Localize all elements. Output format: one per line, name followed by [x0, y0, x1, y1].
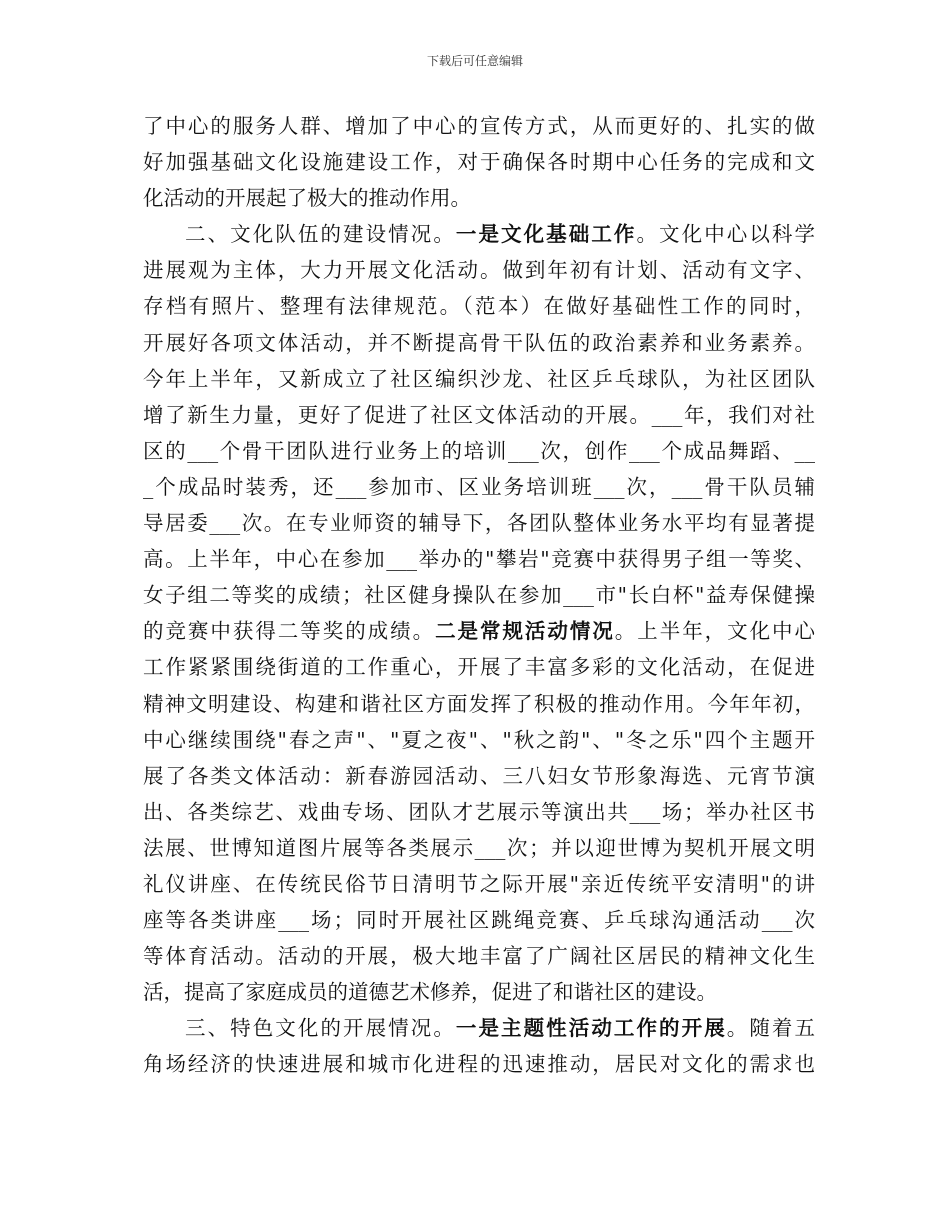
- text-run: 的竞赛中获得二等奖的成绩。: [143, 619, 436, 644]
- bold-heading: 二是常规活动情况: [435, 619, 615, 644]
- text-run: 。上半年，文化中心: [614, 619, 815, 644]
- bold-heading: 一是文化基础工作: [455, 222, 637, 247]
- text-line: 中心继续围绕"春之声"、"夏之夜"、"秋之韵"、"冬之乐"四个主题开: [143, 727, 815, 752]
- text-line: 角场经济的快速进展和城市化进程的迅速推动，居民对文化的需求也: [143, 1052, 815, 1077]
- text-line: 出、各类综艺、戏曲专场、团队才艺展示等演出共___场；举办社区书: [143, 799, 815, 824]
- text-line: [143, 1010, 815, 1046]
- text-line: 存档有照片、整理有法律规范。（范本）在做好基础性工作的同时，: [143, 294, 815, 319]
- bold-heading: 一是主题性活动工作的开展: [455, 1016, 727, 1041]
- text-line: 精神文明建设、构建和谐社区方面发挥了积极的推动作用。今年年初，: [143, 691, 815, 716]
- text-line: 化活动的开展起了极大的推动作用。: [143, 186, 471, 211]
- text-line: 工作紧紧围绕街道的工作重心，开展了丰富多彩的文化活动，在促进: [143, 655, 815, 680]
- text-line: 礼仪讲座、在传统民俗节日清明节之际开展"亲近传统平安清明"的讲: [143, 871, 815, 896]
- text-line: 增了新生力量，更好了促进了社区文体活动的开展。___年，我们对社: [143, 402, 815, 427]
- text-line: 区的___个骨干团队进行业务上的培训___次，创作___个成品舞蹈、__: [143, 438, 815, 463]
- text-line: 座等各类讲座___场；同时开展社区跳绳竞赛、乒乓球沟通活动___次: [143, 908, 815, 933]
- text-line: 开展好各项文体活动，并不断提高骨干队伍的政治素养和业务素养。: [143, 330, 815, 355]
- text-line: _个成品时装秀，还___参加市、区业务培训班___次，___骨干队员辅: [143, 474, 815, 499]
- text-line: 今年上半年，又新成立了社区编织沙龙、社区乒乓球队，为社区团队: [143, 366, 815, 391]
- page-header: 下载后可任意编辑: [426, 54, 523, 68]
- text-line: 进展观为主体，大力开展文化活动。做到年初有计划、活动有文字、: [143, 258, 815, 283]
- text-line: 高。上半年，中心在参加___举办的"攀岩"竞赛中获得男子组一等奖、: [143, 547, 815, 572]
- text-line: 等体育活动。活动的开展，极大地丰富了广阔社区居民的精神文化生: [143, 944, 815, 969]
- text-line: 活，提高了家庭成员的道德艺术修养，促进了和谐社区的建设。: [143, 980, 717, 1005]
- text-run: 三、特色文化的开展情况。: [185, 1016, 456, 1041]
- text-line: 法展、世博知道图片展等各类展示___次；并以迎世博为契机开展文明: [143, 835, 815, 860]
- text-line: [143, 613, 815, 649]
- text-line: 女子组二等奖的成绩；社区健身操队在参加___市"长白杯"益寿保健操: [143, 583, 815, 608]
- text-line: 了中心的服务人群、增加了中心的宣传方式，从而更好的、扎实的做: [143, 114, 815, 138]
- text-line: [143, 216, 815, 252]
- document-body: [143, 108, 815, 1083]
- text-run: 二、文化队伍的建设情况。: [185, 222, 456, 247]
- text-line: 展了各类文体活动：新春游园活动、三八妇女节形象海选、元宵节演: [143, 763, 815, 788]
- text-line: 好加强基础文化设施建设工作，对于确保各时期中心任务的完成和文: [143, 150, 815, 175]
- text-line: 导居委___次。在专业师资的辅导下，各团队整体业务水平均有显著提: [143, 511, 815, 536]
- text-run: 。随着五: [726, 1016, 815, 1041]
- text-run: 。文化中心以科学: [636, 222, 815, 247]
